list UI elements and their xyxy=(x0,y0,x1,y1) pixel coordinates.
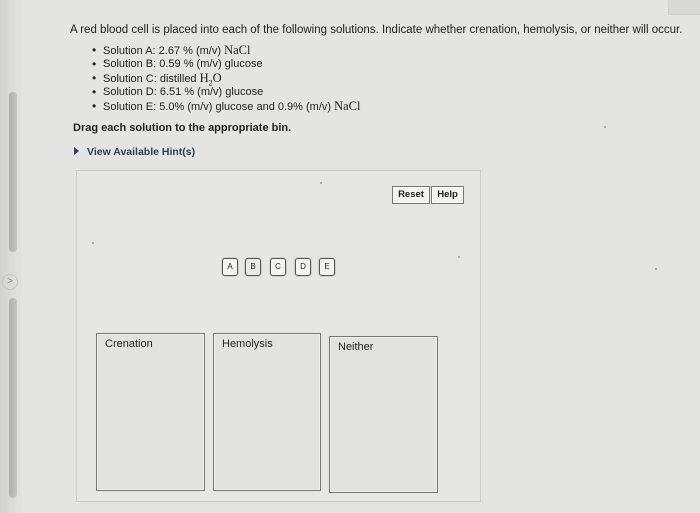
solution-c-formula: $H_2O$ xyxy=(199,71,222,88)
bin-hemolysis-label: Hemolysis xyxy=(222,338,273,350)
solution-d xyxy=(92,85,361,99)
chip-solution-e[interactable]: E xyxy=(319,258,335,276)
solution-a-formula: NaCl xyxy=(224,43,251,57)
question-prompt: A red blood cell is placed into each of the following solutions. Indicate whether crenation, hemolysis, or neither will occur. xyxy=(70,24,683,36)
chip-solution-a[interactable]: A xyxy=(222,258,238,276)
left-scrollbar-lower[interactable] xyxy=(9,298,17,498)
bin-hemolysis[interactable] xyxy=(213,333,321,491)
drag-instruction: Drag each solution to the appropriate bin. xyxy=(73,122,292,134)
solution-a-text: Solution A: 2.67 % (m/v) xyxy=(103,45,221,57)
dust-speck xyxy=(92,242,94,244)
solution-b-text: Solution B: 0.59 % (m/v) glucose xyxy=(103,58,263,70)
bin-neither-label: Neither xyxy=(338,341,374,353)
chip-solution-b[interactable]: B xyxy=(245,258,261,276)
bin-neither[interactable] xyxy=(329,336,438,493)
solution-e-text: Solution E: 5.0% (m/v) glucose and 0.9% (m/v) xyxy=(103,101,332,113)
left-scrollbar[interactable] xyxy=(9,92,17,252)
bin-crenation-label: Crenation xyxy=(105,338,153,350)
solution-c-text: Solution C: distilled xyxy=(103,73,197,85)
help-button[interactable]: Help xyxy=(431,186,464,204)
view-hints-link[interactable] xyxy=(74,146,195,158)
chip-solution-c[interactable]: C xyxy=(270,258,286,276)
solution-e-formula: NaCl xyxy=(334,99,361,113)
solution-a xyxy=(92,43,361,57)
dust-speck xyxy=(458,256,460,258)
solution-c xyxy=(92,71,361,88)
solution-d-text: Solution D: 6.51 % (m/v) glucose xyxy=(103,86,264,98)
solution-list xyxy=(92,43,361,113)
caret-right-icon xyxy=(74,147,79,155)
corner-tab xyxy=(668,0,700,15)
view-hints-label: View Available Hint(s) xyxy=(87,146,196,158)
dust-speck xyxy=(320,182,322,184)
reset-button[interactable]: Reset xyxy=(392,186,430,204)
chip-solution-d[interactable]: D xyxy=(295,258,311,276)
bin-crenation[interactable] xyxy=(96,333,205,491)
solution-b xyxy=(92,57,361,71)
solution-e xyxy=(92,99,361,113)
chevron-right-icon[interactable]: > xyxy=(2,274,18,290)
dust-speck xyxy=(655,268,657,270)
dust-speck xyxy=(604,126,606,128)
